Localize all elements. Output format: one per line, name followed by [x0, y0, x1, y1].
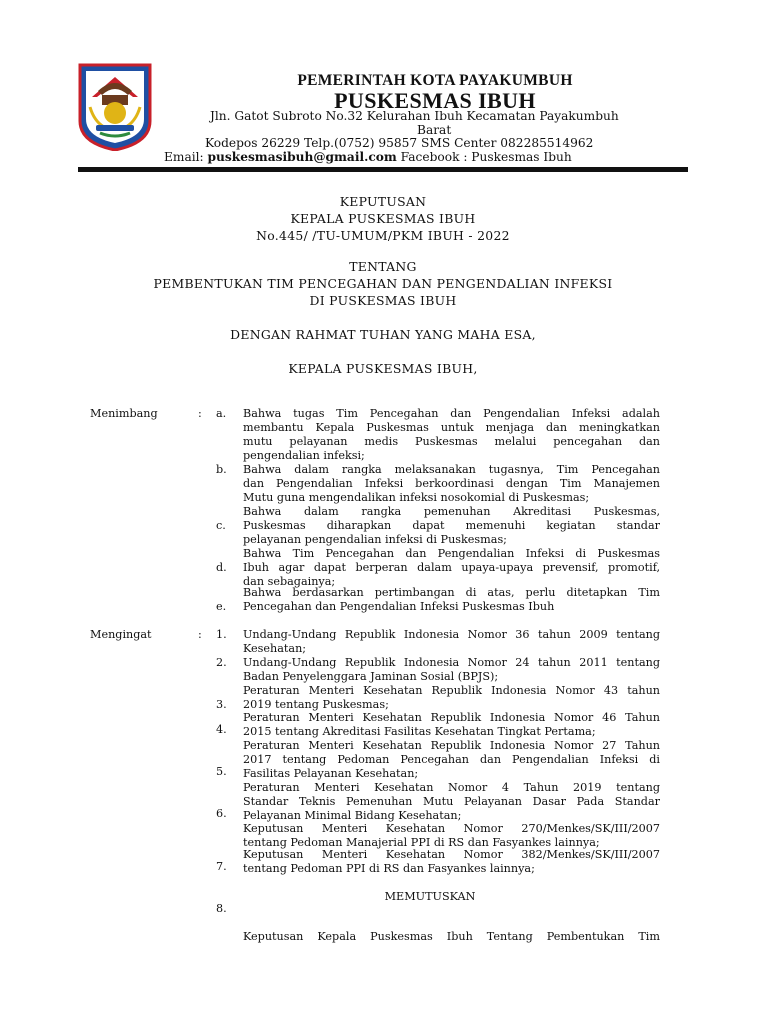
menimbang-marker-c: c.: [216, 519, 226, 532]
menimbang-line: dan Pengendalian Infeksi berkoordinasi dengan Tim Manajemen: [243, 477, 660, 490]
mengingat-marker-3: 3.: [216, 698, 227, 711]
mengingat-line: 2015 tentang Akreditasi Fasilitas Kesehatan Tingkat Pertama;: [243, 725, 596, 738]
mengingat-line: Peraturan Menteri Kesehatan Republik Indonesia Nomor 46 Tahun: [243, 711, 660, 724]
memutuskan-heading: MEMUTUSKAN: [384, 890, 476, 903]
menimbang-line: dan sebagainya;: [243, 575, 336, 588]
subject-line-2: DI PUSKESMAS IBUH: [309, 293, 457, 308]
menimbang-line: Bahwa dalam rangka melaksanakan tugasnya, Tim Pencegahan: [243, 463, 660, 476]
menimbang-line: pengendalian infeksi;: [243, 449, 365, 462]
mengingat-line: Undang-Undang Republik Indonesia Nomor 36 tahun 2009 tentang: [243, 628, 660, 641]
mengingat-marker-4: 4.: [216, 723, 227, 736]
address-line-2: Barat: [417, 123, 452, 137]
facebook-info: Facebook : Puskesmas Ibuh: [400, 150, 572, 164]
menimbang-line: Bahwa dalam rangka pemenuhan Akreditasi Puskesmas,: [243, 505, 660, 518]
mengingat-line: Peraturan Menteri Kesehatan Nomor 4 Tahun 2019 tentang: [243, 781, 660, 794]
menimbang-label: Menimbang: [90, 407, 158, 420]
mengingat-marker-6: 6.: [216, 807, 227, 820]
institution-name: PUSKESMAS IBUH: [334, 88, 536, 113]
mengingat-marker-5: 5.: [216, 765, 227, 778]
menimbang-line: pelayanan pengendalian infeksi di Puskesmas;: [243, 533, 507, 546]
email-address: puskesmasibuh@gmail.com: [207, 150, 397, 164]
menimbang-marker-e: e.: [216, 600, 227, 613]
about-heading: TENTANG: [349, 259, 417, 274]
mengingat-line: Badan Penyelenggara Jaminan Sosial (BPJS);: [243, 670, 499, 683]
mengingat-line: 2017 tentang Pedoman Pencegahan dan Pengendalian Infeksi di: [243, 753, 660, 766]
menimbang-marker-a: a.: [216, 407, 227, 420]
mengingat-line: tentang Pedoman Manajerial PPI di RS dan Fasyankes lainnya;: [243, 836, 600, 849]
subject-line-1: PEMBENTUKAN TIM PENCEGAHAN DAN PENGENDALIAN INFEKSI: [153, 276, 613, 291]
mengingat-line: Peraturan Menteri Kesehatan Republik Indonesia Nomor 43 tahun: [243, 684, 660, 697]
menimbang-marker-d: d.: [216, 561, 227, 574]
menimbang-line: mutu pelayanan medis Puskesmas melalui pencegahan dan: [243, 435, 660, 448]
menimbang-line: Bahwa Tim Pencegahan dan Pengendalian Infeksi di Puskesmas: [243, 547, 660, 560]
mengingat-line: Fasilitas Pelayanan Kesehatan;: [243, 767, 419, 780]
menimbang-line: Ibuh agar dapat berperan dalam upaya-upaya prevensif, promotif,: [243, 561, 660, 574]
decree-issuer: KEPALA PUSKESMAS IBUH: [290, 211, 476, 226]
email-label: Email:: [164, 150, 204, 164]
mengingat-line: tentang Pedoman PPI di RS dan Fasyankes lainnya;: [243, 862, 535, 875]
decision-first-line: Keputusan Kepala Puskesmas Ibuh Tentang Pembentukan Tim: [243, 930, 660, 943]
mengingat-label: Mengingat: [90, 628, 152, 641]
mengingat-line: Peraturan Menteri Kesehatan Republik Indonesia Nomor 27 Tahun: [243, 739, 660, 752]
mengingat-marker-8: 8.: [216, 902, 227, 915]
email-line: [164, 150, 572, 164]
mengingat-line: Kesehatan;: [243, 642, 307, 655]
mengingat-colon: :: [198, 628, 202, 641]
menimbang-marker-b: b.: [216, 463, 227, 476]
mengingat-line: Keputusan Menteri Kesehatan Nomor 270/Menkes/SK/III/2007: [243, 822, 660, 835]
menimbang-line: Bahwa berdasarkan pertimbangan di atas, perlu ditetapkan Tim: [243, 586, 660, 599]
decree-title: KEPUTUSAN: [339, 194, 427, 209]
menimbang-line: Mutu guna mengendalikan infeksi nosokomial di Puskesmas;: [243, 491, 590, 504]
menimbang-line: Bahwa tugas Tim Pencegahan dan Pengendalian Infeksi adalah: [243, 407, 660, 420]
menimbang-line: Pencegahan dan Pengendalian Infeksi Puskesmas Ibuh: [243, 600, 555, 613]
mengingat-line: 2019 tentang Puskesmas;: [243, 698, 389, 711]
contact-line: Kodepos 26229 Telp.(0752) 95857 SMS Center 082285514962: [205, 136, 594, 150]
mengingat-line: Standar Teknis Pemenuhan Mutu Pelayanan Dasar Pada Standar: [243, 795, 660, 808]
mengingat-line: Keputusan Menteri Kesehatan Nomor 382/Menkes/SK/III/2007: [243, 848, 660, 861]
menimbang-line: membantu Kepala Puskesmas untuk menjaga dan meningkatkan: [243, 421, 660, 434]
decree-number: No.445/ /TU-UMUM/PKM IBUH - 2022: [256, 228, 510, 243]
government-name: PEMERINTAH KOTA PAYAKUMBUH: [297, 72, 573, 89]
authority: KEPALA PUSKESMAS IBUH,: [288, 361, 478, 376]
mengingat-marker-1: 1.: [216, 628, 227, 641]
menimbang-line: Puskesmas diharapkan dapat memenuhi kegiatan standar: [243, 519, 660, 532]
mengingat-marker-2: 2.: [216, 656, 227, 669]
mengingat-marker-7: 7.: [216, 860, 227, 873]
mengingat-line: Pelayanan Minimal Bidang Kesehatan;: [243, 809, 462, 822]
city-emblem-logo: [78, 63, 152, 151]
menimbang-colon: :: [198, 407, 202, 420]
address-line-1: Jln. Gatot Subroto No.32 Kelurahan Ibuh Kecamatan Payakumbuh: [210, 109, 619, 123]
invocation: DENGAN RAHMAT TUHAN YANG MAHA ESA,: [230, 327, 536, 342]
mengingat-line: Undang-Undang Republik Indonesia Nomor 24 tahun 2011 tentang: [243, 656, 660, 669]
header-rule: [78, 167, 688, 172]
